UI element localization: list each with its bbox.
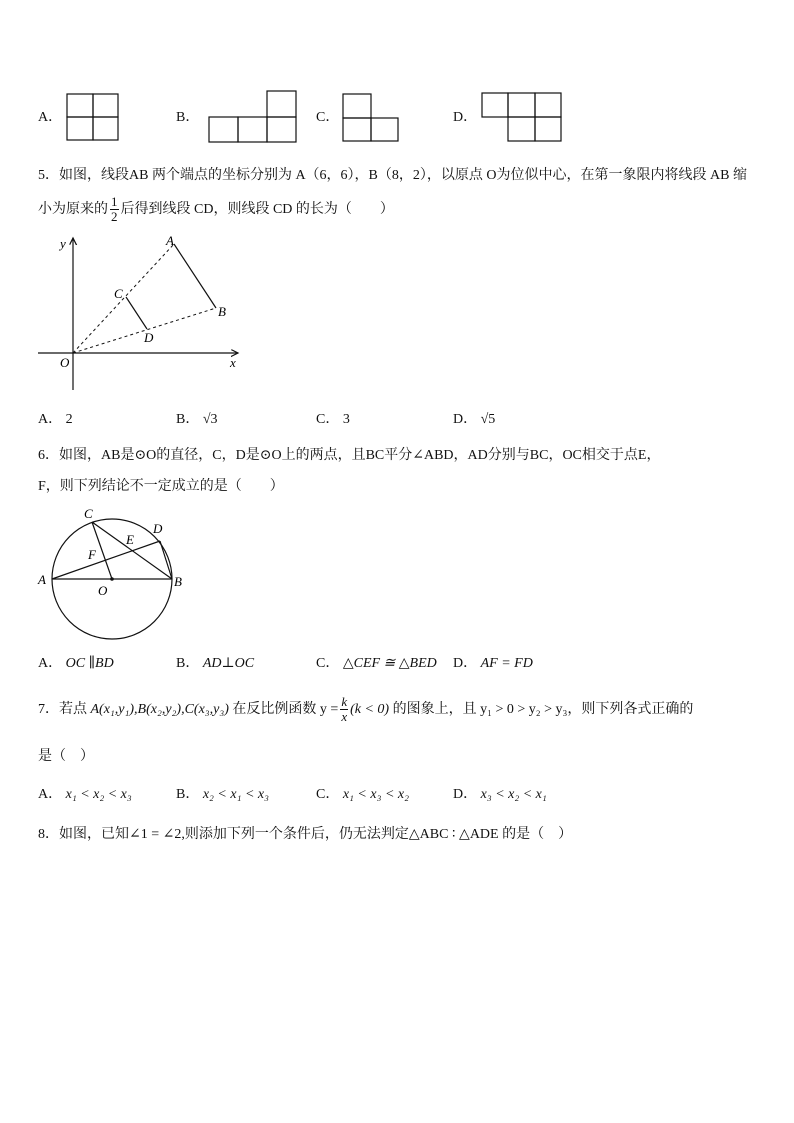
q7-cond: (k < 0) [350,702,390,717]
q7-fraction [340,695,348,724]
q7-frac-den: x [341,709,348,725]
label-o: O [98,583,108,598]
q6-option-a: A． OC ∥BD [38,656,114,671]
q6-stem-line2: F，则下列结论不一定成立的是（ ） [38,479,284,494]
label-d: D [153,521,163,536]
q7-option-d: D． x₃ < x₂ < x₁ [453,787,547,802]
q5-fraction [110,195,119,224]
q5-option-c: C． 3 [316,412,350,427]
q4-option-a-label: A． [38,110,63,125]
q7-points: A(x₁,y₁),B(x₂,y₂),C(x₃,y₃) [90,702,229,717]
q7-post: 的图象上，且 y₁ > 0 > y₂ > y₃，则下列各式正确的 [389,702,694,717]
q6-option-c: C． △CEF ≅ △BED [316,656,437,671]
label-x: x [230,355,236,370]
q6-option-b: B． AD⊥OC [176,656,255,671]
q6-option-d: D． AF = FD [453,656,533,671]
label-e: E [126,532,134,547]
q8-stem: 8．如图，已知∠1 = ∠2,则添加下列一个条件后，仍无法判定△ABC ∶ △ADE 的是（ ） [38,827,573,842]
q7-stem-line2: 是（ ） [38,749,94,764]
label-a: A [38,572,46,587]
label-y: y [60,236,66,251]
q4-option-b-label: B． [176,110,200,125]
q5-stem-line2 [38,192,394,228]
q6-stem-line1: 6．如图，AB是⊙O的直径，C，D是⊙O上的两点，且BC平分∠ABD，AD分别与BC，OC相交于点E， [38,448,661,463]
q5-line2-pre: 小为原来的 [38,202,108,217]
label-a: A [166,233,174,248]
label-b: B [218,304,226,319]
q7-option-b: B． x₂ < x₁ < x₃ [176,787,269,802]
segment-ab [174,244,216,308]
q5-line2-post: 后得到线段 CD，则线段 CD 的长为（ ） [120,202,394,217]
chord-bd [160,541,172,579]
segment-cd [126,297,147,329]
q7-stem-line1 [38,692,693,728]
q5-option-b: B． √3 [176,412,218,427]
q4-option-c-label: C． [316,110,340,125]
label-c: C [84,506,93,521]
q5-frac-num: 1 [111,194,118,210]
label-f: F [88,547,96,562]
q5-frac-den: 2 [111,209,118,225]
q7-mid: 在反比例函数 y = [228,702,339,717]
q7-option-c: C． x₁ < x₃ < x₂ [316,787,409,802]
q4-option-a-figure [66,93,120,142]
q6-circle-figure [34,504,190,644]
q7-frac-num: k [341,694,348,710]
q7-pre: 7．若点 [38,702,91,717]
q4-option-c-figure [342,93,400,143]
label-b: B [174,574,182,589]
q7-option-a: A． x₁ < x₂ < x₃ [38,787,132,802]
q5-stem-line1: 5．如图，线段AB 两个端点的坐标分别为 A（6，6），B（8，2），以原点 O为位似中心，在第一象限内将线段 AB 缩 [38,168,747,183]
label-d: D [144,330,154,345]
q5-option-a: A． 2 [38,412,73,427]
q5-option-d: D． √5 [453,412,496,427]
label-c: C [114,286,123,301]
q4-option-d-figure [481,92,563,143]
q4-option-d-label: D． [453,110,478,125]
center-dot [110,577,114,581]
q4-option-b-figure [208,90,298,144]
ray-oa [73,244,174,353]
label-o: O [60,355,70,370]
chord-ad [52,541,160,579]
q5-coordinate-figure [34,232,246,394]
